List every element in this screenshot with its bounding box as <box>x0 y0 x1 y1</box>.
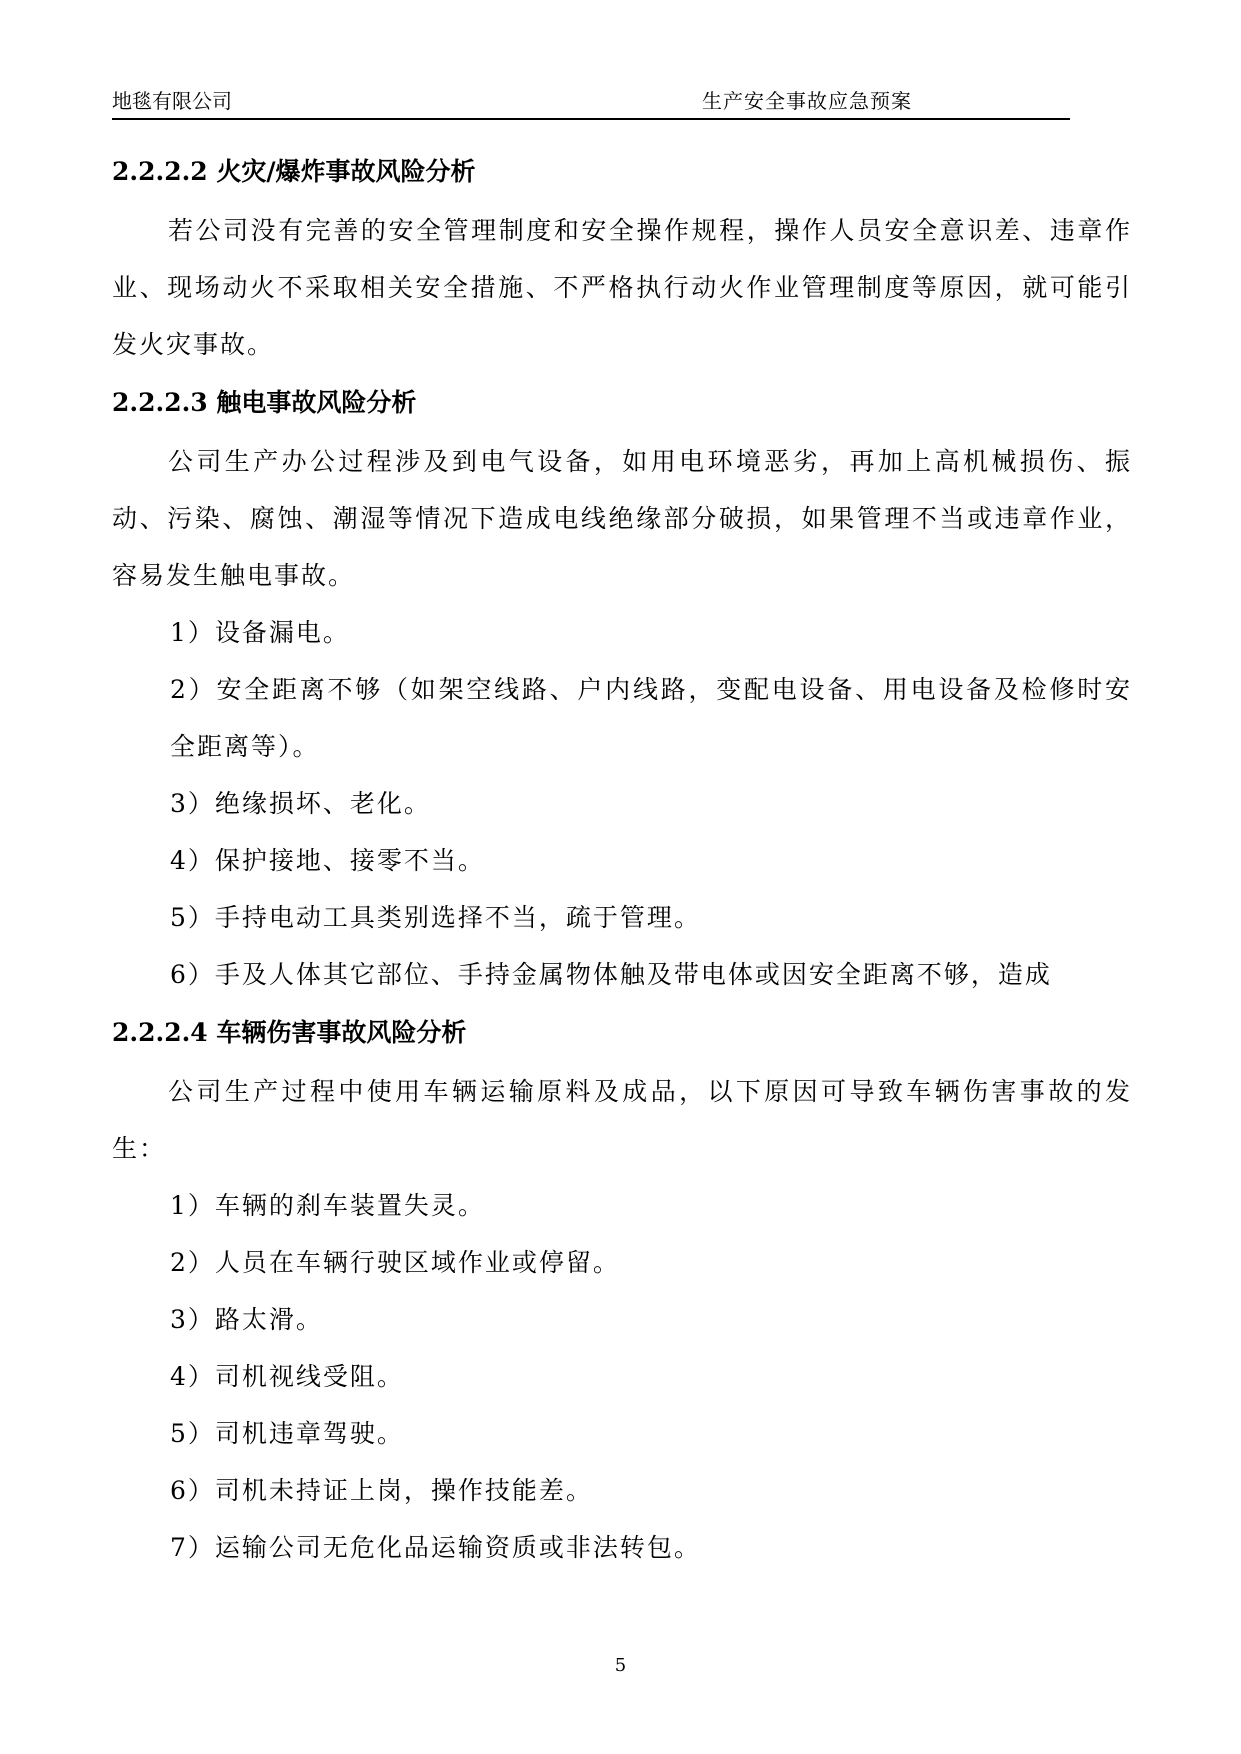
page-number: 5 <box>614 1655 627 1676</box>
section-heading-electric-shock: 2.2.2.3 触电事故风险分析 <box>112 388 417 417</box>
list-item: 4）司机视线受阻。 <box>170 1362 404 1391</box>
list-item: 4）保护接地、接零不当。 <box>170 846 485 875</box>
list-item-text: 2）安全距离不够（如架空线路、户内线路，变配电设备、用电设备及检修时安全距离等）。 <box>170 675 1132 761</box>
list-item: 7）运输公司无危化品运输资质或非法转包。 <box>170 1533 701 1562</box>
list-item: 6）手及人体其它部位、手持金属物体触及带电体或因安全距离不够，造成 <box>170 960 1052 989</box>
company-name: 地毯有限公司 <box>112 89 232 113</box>
list-item: 3）路太滑。 <box>170 1305 323 1334</box>
section-heading-fire: 2.2.2.2 火灾/爆炸事故风险分析 <box>112 157 476 186</box>
document-title: 生产安全事故应急预案 <box>702 89 912 113</box>
section-paragraph: 公司生产办公过程涉及到电气设备，如用电环境恶劣，再加上高机械损伤、振动、污染、腐蚀、潮湿等情况下造成电线绝缘部分破损，如果管理不当或违章作业，容易发生触电事故。 <box>112 447 1132 590</box>
list-item-wrapped <box>112 661 1132 775</box>
list-item: 5）手持电动工具类别选择不当，疏于管理。 <box>170 903 701 932</box>
list-item: 5）司机违章驾驶。 <box>170 1419 404 1448</box>
list-item: 3）绝缘损坏、老化。 <box>170 789 431 818</box>
list-item: 2）人员在车辆行驶区域作业或停留。 <box>170 1248 620 1277</box>
document-body <box>112 142 1140 1576</box>
list-item: 6）司机未持证上岗，操作技能差。 <box>170 1476 593 1505</box>
list-item: 1）车辆的刹车装置失灵。 <box>170 1191 485 1220</box>
list-item: 1）设备漏电。 <box>170 618 350 647</box>
section-paragraph: 若公司没有完善的安全管理制度和安全操作规程，操作人员安全意识差、违章作业、现场动火不采取相关安全措施、不严格执行动火作业管理制度等原因，就可能引发火灾事故。 <box>112 216 1132 359</box>
section-heading-vehicle-injury: 2.2.2.4 车辆伤害事故风险分析 <box>112 1018 467 1047</box>
section-paragraph: 公司生产过程中使用车辆运输原料及成品，以下原因可导致车辆伤害事故的发生： <box>112 1077 1132 1163</box>
page-header <box>112 84 1070 120</box>
